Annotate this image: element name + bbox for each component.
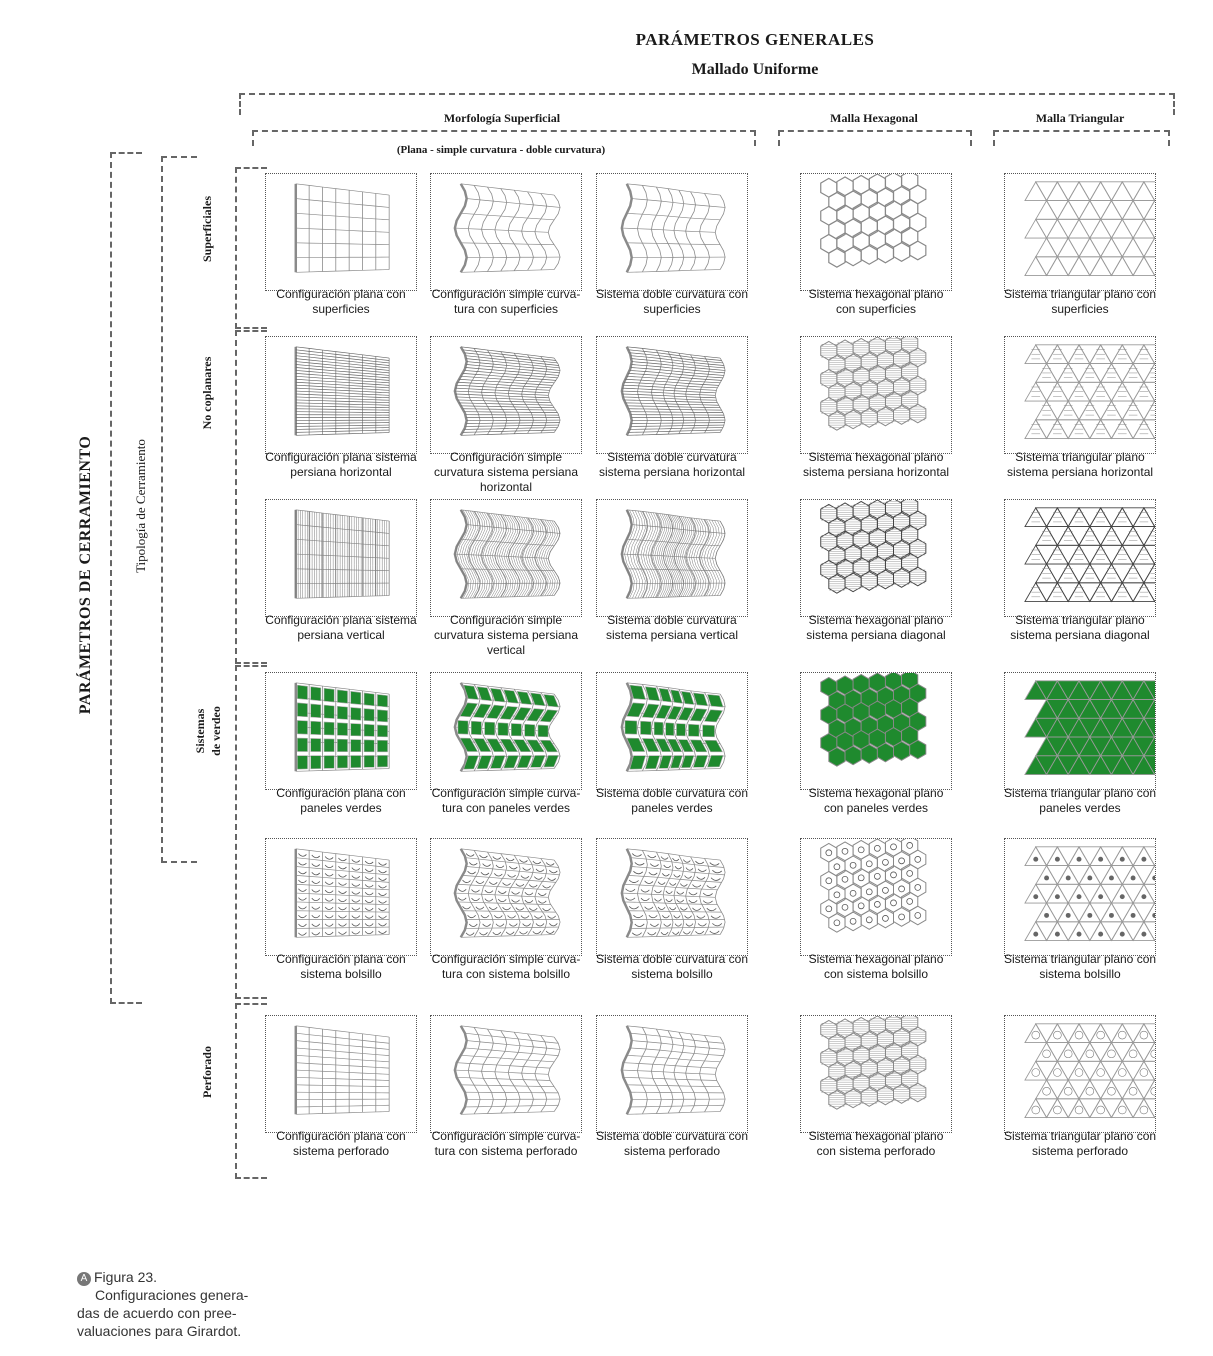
caption-line: Configuración simple bbox=[449, 613, 563, 627]
caption-line: tura con sistema bolsillo bbox=[441, 967, 571, 981]
thumbnail-persiana-horizontal-simple bbox=[431, 337, 581, 453]
cell-bolsillo-double bbox=[596, 838, 748, 956]
caption-line: sistema persiana diagonal bbox=[806, 628, 946, 642]
thumbnail-superficies-double bbox=[597, 174, 747, 290]
caption-line: paneles verdes bbox=[631, 801, 713, 815]
caption-line: sistema perforado bbox=[623, 1144, 721, 1158]
caption-bolsillo-tri bbox=[995, 952, 1165, 982]
caption-perforado-hex bbox=[791, 1129, 961, 1159]
cell-persiana-horizontal-flat bbox=[265, 336, 417, 454]
thumbnail-persiana-vertical-simple bbox=[431, 500, 581, 616]
caption-line: Sistema hexagonal plano bbox=[808, 1129, 944, 1143]
caption-line: sistema bolsillo bbox=[1039, 967, 1121, 981]
figure-text-3: valuaciones para Girardot. bbox=[77, 1323, 242, 1339]
caption-bolsillo-double bbox=[587, 952, 757, 982]
cell-bolsillo-tri bbox=[1004, 838, 1156, 956]
caption-line: Configuración simple curva- bbox=[431, 287, 581, 301]
cell-superficies-simple bbox=[430, 173, 582, 291]
bracket-triangular bbox=[993, 130, 1170, 146]
caption-line: con paneles verdes bbox=[823, 801, 929, 815]
caption-line: persiana horizontal bbox=[290, 465, 392, 479]
caption-line: paneles verdes bbox=[300, 801, 382, 815]
caption-line: tura con sistema perforado bbox=[434, 1144, 578, 1158]
cell-superficies-hex bbox=[800, 173, 952, 291]
caption-line: Sistema hexagonal plano bbox=[808, 952, 944, 966]
row-label-no-coplanares: No coplanares bbox=[200, 356, 214, 430]
caption-line: superficies bbox=[312, 302, 370, 316]
caption-line: con sistema perforado bbox=[816, 1144, 936, 1158]
thumbnail-superficies-tri bbox=[1005, 174, 1155, 290]
cell-superficies-tri bbox=[1004, 173, 1156, 291]
thumbnail-persiana-horizontal-double bbox=[597, 337, 747, 453]
caption-line: Sistema hexagonal plano bbox=[808, 287, 944, 301]
caption-line: Configuración simple curva- bbox=[431, 786, 581, 800]
thumbnail-superficies-flat bbox=[266, 174, 416, 290]
caption-persiana-vertical-hex bbox=[791, 613, 961, 643]
caption-line: Sistema triangular plano con bbox=[1003, 786, 1157, 800]
caption-superficies-tri bbox=[995, 287, 1165, 317]
caption-line: vertical bbox=[486, 643, 525, 657]
row-label-perforado: Perforado bbox=[200, 1046, 214, 1098]
caption-bolsillo-hex bbox=[791, 952, 961, 982]
cell-persiana-vertical-simple bbox=[430, 499, 582, 617]
caption-perforado-double bbox=[587, 1129, 757, 1159]
bracket-hexagonal bbox=[778, 130, 972, 146]
caption-persiana-horizontal-tri bbox=[995, 450, 1165, 480]
caption-line: tura con paneles verdes bbox=[441, 801, 571, 815]
caption-line: sistema persiana horizontal bbox=[802, 465, 950, 479]
thumbnail-perforado-double bbox=[597, 1016, 747, 1132]
caption-line: Sistema triangular plano con bbox=[1003, 1129, 1157, 1143]
caption-line: sistema persiana vertical bbox=[605, 628, 739, 642]
caption-line: Sistema triangular plano bbox=[1015, 450, 1145, 464]
caption-line: Sistema hexagonal plano bbox=[808, 613, 944, 627]
caption-line: Sistema triangular plano con bbox=[1003, 952, 1157, 966]
cell-persiana-horizontal-simple bbox=[430, 336, 582, 454]
thumbnail-paneles-verdes-flat bbox=[266, 673, 416, 789]
caption-line: Sistema doble curvatura con bbox=[595, 1129, 749, 1143]
caption-superficies-double bbox=[587, 287, 757, 317]
cell-perforado-flat bbox=[265, 1015, 417, 1133]
figure-label: Figura 23. bbox=[94, 1269, 158, 1285]
caption-perforado-flat bbox=[256, 1129, 426, 1159]
caption-line: sistema persiana diagonal bbox=[1010, 628, 1150, 642]
caption-line: Sistema doble curvatura con bbox=[595, 786, 749, 800]
thumbnail-bolsillo-simple bbox=[431, 839, 581, 955]
cell-persiana-vertical-tri bbox=[1004, 499, 1156, 617]
figure-badge: A bbox=[77, 1272, 91, 1286]
caption-line: con superficies bbox=[835, 302, 917, 316]
cell-perforado-simple bbox=[430, 1015, 582, 1133]
caption-paneles-verdes-flat bbox=[256, 786, 426, 816]
caption-paneles-verdes-double bbox=[587, 786, 757, 816]
caption-persiana-horizontal-simple bbox=[421, 450, 591, 495]
figure-text-2: das de acuerdo con pree- bbox=[77, 1305, 237, 1321]
caption-persiana-vertical-tri bbox=[995, 613, 1165, 643]
cell-persiana-vertical-double bbox=[596, 499, 748, 617]
caption-persiana-vertical-simple bbox=[421, 613, 591, 658]
cell-perforado-tri bbox=[1004, 1015, 1156, 1133]
cell-bolsillo-simple bbox=[430, 838, 582, 956]
thumbnail-perforado-hex bbox=[801, 1016, 951, 1132]
caption-line: Configuración plana con bbox=[276, 287, 406, 301]
thumbnail-persiana-vertical-flat bbox=[266, 500, 416, 616]
caption-line: Configuración simple curva- bbox=[431, 952, 581, 966]
cell-perforado-hex bbox=[800, 1015, 952, 1133]
column-group-triangular: Malla Triangular bbox=[1035, 111, 1125, 125]
caption-line: Configuración simple curva- bbox=[431, 1129, 581, 1143]
cell-paneles-verdes-tri bbox=[1004, 672, 1156, 790]
caption-persiana-horizontal-flat bbox=[256, 450, 426, 480]
thumbnail-persiana-horizontal-tri bbox=[1005, 337, 1155, 453]
caption-line: horizontal bbox=[479, 480, 533, 494]
caption-line: Configuración plana con bbox=[276, 786, 406, 800]
caption-line: superficies bbox=[643, 302, 701, 316]
thumbnail-persiana-horizontal-hex bbox=[801, 337, 951, 453]
caption-persiana-horizontal-double bbox=[587, 450, 757, 480]
caption-perforado-tri bbox=[995, 1129, 1165, 1159]
cell-persiana-horizontal-double bbox=[596, 336, 748, 454]
caption-bolsillo-simple bbox=[421, 952, 591, 982]
thumbnail-superficies-simple bbox=[431, 174, 581, 290]
caption-persiana-vertical-double bbox=[587, 613, 757, 643]
caption-line: curvatura sistema persiana bbox=[433, 465, 579, 479]
figure-text-1: Configuraciones genera- bbox=[95, 1287, 249, 1303]
thumbnail-bolsillo-double bbox=[597, 839, 747, 955]
caption-paneles-verdes-tri bbox=[995, 786, 1165, 816]
caption-line: Sistema doble curvatura con bbox=[595, 952, 749, 966]
side-label-tipologia: Tipología de Cerramiento bbox=[133, 439, 148, 573]
thumbnail-perforado-tri bbox=[1005, 1016, 1155, 1132]
caption-paneles-verdes-hex bbox=[791, 786, 961, 816]
caption-line: sistema perforado bbox=[292, 1144, 390, 1158]
caption-line: tura con superficies bbox=[453, 302, 559, 316]
cell-paneles-verdes-double bbox=[596, 672, 748, 790]
caption-line: Sistema doble curvatura bbox=[607, 450, 737, 464]
row-label-sistemas: Sistemas bbox=[193, 708, 207, 754]
thumbnail-bolsillo-tri bbox=[1005, 839, 1155, 955]
row-label-de-verdeo: de verdeo bbox=[209, 706, 223, 756]
caption-line: sistema persiana horizontal bbox=[598, 465, 746, 479]
thumbnail-paneles-verdes-hex bbox=[801, 673, 951, 789]
thumbnail-persiana-vertical-tri bbox=[1005, 500, 1155, 616]
caption-line: Configuración simple bbox=[449, 450, 563, 464]
cell-persiana-vertical-hex bbox=[800, 499, 952, 617]
bracket-tipologia bbox=[161, 156, 197, 863]
caption-line: persiana vertical bbox=[297, 628, 385, 642]
caption-line: Sistema triangular plano con bbox=[1003, 287, 1157, 301]
cell-paneles-verdes-simple bbox=[430, 672, 582, 790]
thumbnail-bolsillo-hex bbox=[801, 839, 951, 955]
caption-line: Configuración plana sistema bbox=[265, 613, 417, 627]
caption-line: Sistema doble curvatura con bbox=[595, 287, 749, 301]
caption-line: curvatura sistema persiana bbox=[433, 628, 579, 642]
cell-bolsillo-flat bbox=[265, 838, 417, 956]
thumbnail-paneles-verdes-tri bbox=[1005, 673, 1155, 789]
caption-line: sistema bolsillo bbox=[300, 967, 382, 981]
caption-line: sistema perforado bbox=[1031, 1144, 1129, 1158]
cell-superficies-flat bbox=[265, 173, 417, 291]
cell-persiana-horizontal-tri bbox=[1004, 336, 1156, 454]
caption-line: superficies bbox=[1051, 302, 1109, 316]
thumbnail-bolsillo-flat bbox=[266, 839, 416, 955]
column-group-morphology-subtitle: (Plana - simple curvatura - doble curvatura) bbox=[396, 144, 606, 156]
column-group-morphology: Morfología Superficial bbox=[443, 111, 561, 125]
thumbnail-persiana-horizontal-flat bbox=[266, 337, 416, 453]
caption-line: Sistema hexagonal plano bbox=[808, 450, 944, 464]
caption-persiana-vertical-flat bbox=[256, 613, 426, 643]
column-group-hexagonal: Malla Hexagonal bbox=[830, 111, 918, 125]
caption-superficies-hex bbox=[791, 287, 961, 317]
cell-persiana-horizontal-hex bbox=[800, 336, 952, 454]
thumbnail-paneles-verdes-double bbox=[597, 673, 747, 789]
caption-line: Sistema doble curvatura bbox=[607, 613, 737, 627]
caption-persiana-horizontal-hex bbox=[791, 450, 961, 480]
caption-line: con sistema bolsillo bbox=[823, 967, 929, 981]
diagram-title: PARÁMETROS GENERALES bbox=[635, 30, 875, 49]
cell-paneles-verdes-flat bbox=[265, 672, 417, 790]
cell-persiana-vertical-flat bbox=[265, 499, 417, 617]
row-label-superficiales: Superficiales bbox=[200, 196, 214, 262]
caption-line: sistema persiana horizontal bbox=[1006, 465, 1154, 479]
thumbnail-persiana-vertical-hex bbox=[801, 500, 951, 616]
thumbnail-persiana-vertical-double bbox=[597, 500, 747, 616]
caption-perforado-simple bbox=[421, 1129, 591, 1159]
figure-caption bbox=[77, 1268, 277, 1340]
caption-superficies-simple bbox=[421, 287, 591, 317]
bracket-verdeo bbox=[235, 665, 267, 999]
cell-perforado-double bbox=[596, 1015, 748, 1133]
caption-line: Configuración plana sistema bbox=[265, 450, 417, 464]
thumbnail-perforado-flat bbox=[266, 1016, 416, 1132]
caption-superficies-flat bbox=[256, 287, 426, 317]
caption-paneles-verdes-simple bbox=[421, 786, 591, 816]
caption-bolsillo-flat bbox=[256, 952, 426, 982]
thumbnail-superficies-hex bbox=[801, 174, 951, 290]
caption-line: Configuración plana con bbox=[276, 952, 406, 966]
thumbnail-paneles-verdes-simple bbox=[431, 673, 581, 789]
thumbnail-perforado-simple bbox=[431, 1016, 581, 1132]
caption-line: sistema bolsillo bbox=[631, 967, 713, 981]
caption-line: Configuración plana con bbox=[276, 1129, 406, 1143]
caption-line: Sistema triangular plano bbox=[1015, 613, 1145, 627]
diagram-subtitle: Mallado Uniforme bbox=[691, 61, 819, 78]
caption-line: Sistema hexagonal plano bbox=[808, 786, 944, 800]
cell-superficies-double bbox=[596, 173, 748, 291]
cell-paneles-verdes-hex bbox=[800, 672, 952, 790]
side-label-cerramiento: PARÁMETROS DE CERRAMIENTO bbox=[77, 435, 94, 715]
caption-line: paneles verdes bbox=[1039, 801, 1121, 815]
cell-bolsillo-hex bbox=[800, 838, 952, 956]
